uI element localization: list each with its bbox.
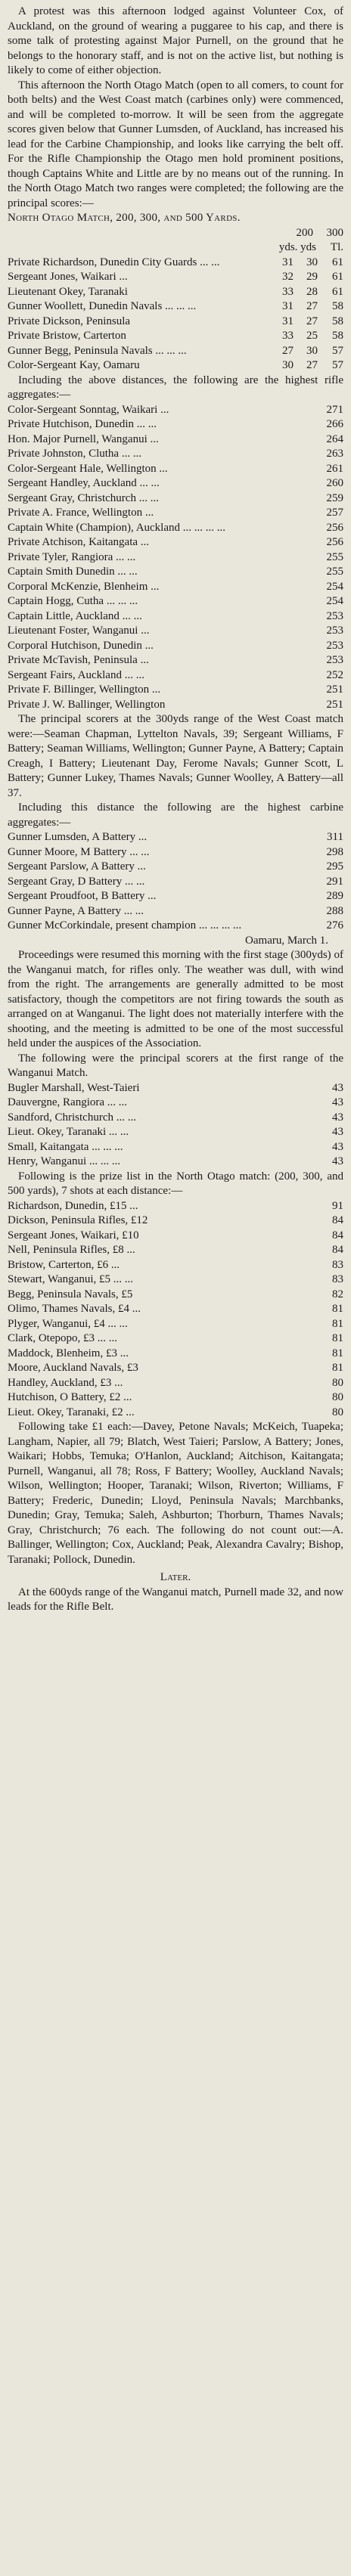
competitor-name: Lieutenant Foster, Wanganui ... bbox=[8, 625, 150, 637]
list-item bbox=[8, 1155, 343, 1170]
list-item bbox=[8, 506, 343, 521]
list-item bbox=[8, 535, 343, 550]
list-item bbox=[8, 1111, 343, 1126]
competitor-name: Moore, Auckland Navals, £3 bbox=[8, 1362, 138, 1374]
list-item bbox=[8, 1214, 343, 1229]
competitor-name: Private Atchison, Kaitangata ... bbox=[8, 536, 150, 548]
competitor-name: Gunner Woollett, Dunedin Navals ... ... ... bbox=[8, 300, 197, 312]
list-item bbox=[8, 565, 343, 580]
score-value: 81 bbox=[332, 1332, 343, 1344]
score-value: 81 bbox=[332, 1362, 343, 1374]
col-header-200: 200 bbox=[296, 226, 313, 239]
list-item bbox=[8, 904, 343, 919]
score-value: 259 bbox=[326, 491, 343, 504]
west-coast-paragraph: The principal scorers at the 300yds range of the West Coast match were:—Seaman Chapman, Lyttelton Navals, 39; Sergeant Williams, F Battery; Seaman Williams, Wellington; Gunner Payne, A Battery; Captain Creagh, I Battery; Lieutenant Day, Ferome Navals; Gunner Scott, L Battery; Gunner Lukey, Thames Navals; Gunner Woolley, A Battery—all 37. bbox=[8, 713, 343, 799]
list-item bbox=[8, 491, 343, 507]
competitor-name: Gunner Begg, Peninsula Navals ... ... ... bbox=[8, 344, 187, 357]
score-value: 80 bbox=[332, 1376, 343, 1389]
list-item bbox=[8, 1331, 343, 1347]
score-value: 91 bbox=[332, 1199, 343, 1212]
score-value: 255 bbox=[326, 566, 343, 578]
list-item bbox=[8, 1140, 343, 1155]
list-item bbox=[8, 1302, 343, 1317]
score-value: 83 bbox=[332, 1258, 343, 1271]
score-200: 31 bbox=[282, 256, 294, 268]
competitor-name: Henry, Wanganui ... ... ... bbox=[8, 1155, 121, 1167]
score-value: 81 bbox=[332, 1347, 343, 1359]
list-item bbox=[8, 668, 343, 684]
competitor-name: Corporal McKenzie, Blenheim ... bbox=[8, 580, 160, 593]
list-item bbox=[8, 875, 343, 890]
score-200: 27 bbox=[282, 344, 294, 357]
score-value: 251 bbox=[326, 684, 343, 696]
list-item bbox=[8, 1273, 343, 1288]
list-item bbox=[8, 1258, 343, 1273]
score-200: 32 bbox=[282, 271, 294, 283]
score-300: 30 bbox=[306, 344, 318, 357]
score-value: 261 bbox=[326, 462, 343, 475]
list-item bbox=[8, 1406, 343, 1421]
competitor-name: Sergeant Fairs, Auckland ... ... bbox=[8, 668, 144, 681]
score-value: 253 bbox=[326, 625, 343, 637]
score-value: 43 bbox=[332, 1096, 343, 1108]
list-item bbox=[8, 830, 343, 845]
list-item bbox=[8, 860, 343, 875]
competitor-name: Sergeant Jones, Waikari, £10 bbox=[8, 1229, 139, 1242]
score-value: 263 bbox=[326, 448, 343, 460]
competitor-name: Gunner Payne, A Battery ... ... bbox=[8, 904, 144, 917]
score-total: 57 bbox=[332, 359, 343, 371]
competitor-name: Private McTavish, Peninsula ... bbox=[8, 654, 149, 666]
table-row bbox=[8, 285, 343, 300]
list-item bbox=[8, 462, 343, 477]
competitor-name: Private F. Billinger, Wellington ... bbox=[8, 684, 161, 696]
prize-list-intro: Following is the prize list in the North Otago match: (200, 300, and 500 yards), 7 shots at each distance:— bbox=[8, 1170, 343, 1197]
list-item bbox=[8, 403, 343, 418]
competitor-name: Sergeant Jones, Waikari ... bbox=[8, 271, 128, 283]
list-item bbox=[8, 447, 343, 462]
competitor-name: Private Johnston, Clutha ... ... bbox=[8, 448, 142, 460]
score-value: 84 bbox=[332, 1244, 343, 1256]
competitor-name: Nell, Peninsula Rifles, £8 ... bbox=[8, 1244, 135, 1256]
score-200: 31 bbox=[282, 300, 294, 312]
list-item bbox=[8, 476, 343, 491]
competitor-name: Captain Smith Dunedin ... ... bbox=[8, 566, 138, 578]
competitor-name: Color-Sergeant Sonntag, Waikari ... bbox=[8, 403, 169, 416]
march-dateline: Oamaru, March 1. bbox=[245, 934, 328, 947]
competitor-name: Dauvergne, Rangiora ... ... bbox=[8, 1096, 128, 1108]
score-value: 43 bbox=[332, 1111, 343, 1124]
score-value: 81 bbox=[332, 1317, 343, 1330]
later-heading: Later. bbox=[160, 1571, 191, 1583]
competitor-name: Begg, Peninsula Navals, £5 bbox=[8, 1288, 133, 1300]
score-300: 27 bbox=[306, 315, 318, 327]
competitor-name: Sandford, Christchurch ... ... bbox=[8, 1111, 136, 1124]
rifle-aggregates-table bbox=[8, 403, 343, 713]
competitor-name: Bugler Marshall, West-Taieri bbox=[8, 1081, 140, 1094]
north-otago-title: North Otago Match, 200, 300, and 500 Yards. bbox=[8, 212, 241, 224]
carbine-aggregates-table bbox=[8, 830, 343, 934]
score-value: 253 bbox=[326, 654, 343, 666]
competitor-name: Private Dickson, Peninsula bbox=[8, 315, 131, 327]
list-item bbox=[8, 1376, 343, 1391]
competitor-name: Captain White (Champion), Auckland ... ... ... ... bbox=[8, 521, 226, 534]
score-value: 80 bbox=[332, 1391, 343, 1403]
list-item bbox=[8, 1390, 343, 1406]
list-item bbox=[8, 845, 343, 860]
competitor-name: Plyger, Wanganui, £4 ... ... bbox=[8, 1317, 128, 1330]
score-300: 25 bbox=[306, 330, 318, 342]
competitor-name: Captain Little, Auckland ... ... bbox=[8, 609, 142, 622]
list-item bbox=[8, 1288, 343, 1303]
competitor-name: Clark, Otepopo, £3 ... ... bbox=[8, 1332, 117, 1344]
north-otago-table bbox=[8, 256, 343, 374]
score-value: 251 bbox=[326, 698, 343, 711]
col-header-300: 300 bbox=[326, 226, 343, 239]
list-item bbox=[8, 698, 343, 713]
west-coast-note: Including this distance the following are the highest carbine aggregates:— bbox=[8, 801, 343, 829]
score-300: 28 bbox=[306, 285, 318, 298]
score-value: 82 bbox=[332, 1288, 343, 1300]
score-value: 254 bbox=[326, 595, 343, 607]
intro-paragraph-2: This afternoon the North Otago Match (open to all comers, to count for both belts) and the West Coast match (carbines only) were commenced, and will be completed to-morrow. It will be seen from the aggregate scores given below that Gunner Lumsden, of Auckland, has increased his lead for the Carbine Championship, and looks like carrying the belt off. For the Rifle Championship the Otago men hold prominent positions, though Captains White and Little are by no means out of the running. In the North Otago Match two ranges were completed; the following are the principal scores:— bbox=[8, 79, 343, 209]
competitor-name: Private Bristow, Carterton bbox=[8, 330, 126, 342]
table-row bbox=[8, 315, 343, 330]
competitor-name: Lieut. Okey, Taranaki, £2 ... bbox=[8, 1406, 135, 1418]
score-value: 254 bbox=[326, 580, 343, 593]
prize-list-tail: Following take £1 each:—Davey, Petone Navals; McKeich, Tuapeka; Langham, Napier, all 79; Blatch, West Taieri; Parslow, A Battery; Jones, Waikari; Hobbs, Temuka; O'Hanlon, Auckland; Aitchison, Kaitangata; Purnell, Wanganui, all 78; Ross, F Battery; Woolley, Auckland Navals; Wilson, Wellington; Hooper, Taranaki; Wilson, Riverton; Williams, F Battery; Frederic, Dunedin; Lloyd, Peninsula Navals; Marchbanks, Dunedin; Gray, Temuka; Saleh, Ashburton; Thorburn, Thames Navals; Gray, Christchurch; 76 each. The following do not count out:—A. Ballinger, Wellington; Cox, Auckland; Peak, Alexandra Cavalry; Bishop, Taranaki; Pollock, Dunedin. bbox=[8, 1421, 343, 1566]
table-row bbox=[8, 344, 343, 359]
score-value: 256 bbox=[326, 521, 343, 534]
north-otago-column-header-2 bbox=[8, 240, 343, 256]
score-value: 295 bbox=[326, 860, 343, 873]
list-item bbox=[8, 653, 343, 668]
competitor-name: Sergeant Proudfoot, B Battery ... bbox=[8, 890, 157, 902]
competitor-name: Color-Sergeant Hale, Wellington ... bbox=[8, 462, 168, 475]
score-value: 271 bbox=[326, 403, 343, 416]
competitor-name: Private Hutchison, Dunedin ... ... bbox=[8, 418, 157, 430]
competitor-name: Private Richardson, Dunedin City Guards ... ... bbox=[8, 256, 220, 268]
competitor-name: Private A. France, Wellington ... bbox=[8, 507, 154, 519]
competitor-name: Gunner Moore, M Battery ... ... bbox=[8, 845, 150, 858]
competitor-name: Small, Kaitangata ... ... ... bbox=[8, 1140, 123, 1153]
competitor-name: Olimo, Thames Navals, £4 ... bbox=[8, 1303, 141, 1315]
competitor-name: Sergeant Handley, Auckland ... ... bbox=[8, 477, 160, 489]
score-value: 43 bbox=[332, 1081, 343, 1094]
score-value: 84 bbox=[332, 1214, 343, 1226]
score-total: 61 bbox=[332, 271, 343, 283]
competitor-name: Stewart, Wanganui, £5 ... ... bbox=[8, 1273, 133, 1285]
score-200: 30 bbox=[282, 359, 294, 371]
competitor-name: Private J. W. Ballinger, Wellington bbox=[8, 698, 166, 711]
later-paragraph: At the 600yds range of the Wanganui match, Purnell made 32, and now leads for the Rifle Belt. bbox=[8, 1586, 343, 1613]
score-200: 31 bbox=[282, 315, 294, 327]
competitor-name: Gunner McCorkindale, present champion ... ... ... ... bbox=[8, 919, 242, 932]
score-value: 81 bbox=[332, 1303, 343, 1315]
score-total: 57 bbox=[332, 344, 343, 357]
list-item bbox=[8, 1317, 343, 1332]
competitor-name: Sergeant Gray, Christchurch ... ... bbox=[8, 491, 159, 504]
score-value: 256 bbox=[326, 536, 343, 548]
list-item bbox=[8, 1229, 343, 1244]
score-value: 264 bbox=[326, 432, 343, 445]
score-value: 43 bbox=[332, 1140, 343, 1153]
competitor-name: Richardson, Dunedin, £15 ... bbox=[8, 1199, 138, 1212]
score-value: 83 bbox=[332, 1273, 343, 1285]
table-row bbox=[8, 256, 343, 271]
score-300: 27 bbox=[306, 359, 318, 371]
prize-list-table bbox=[8, 1199, 343, 1421]
march-paragraph-2: The following were the principal scorers at the first range of the Wanganui Match. bbox=[8, 1052, 343, 1079]
list-item bbox=[8, 639, 343, 654]
score-total: 61 bbox=[332, 256, 343, 268]
list-item bbox=[8, 580, 343, 595]
score-value: 311 bbox=[327, 831, 343, 843]
competitor-name: Lieutenant Okey, Taranaki bbox=[8, 285, 128, 298]
competitor-name: Hutchison, O Battery, £2 ... bbox=[8, 1391, 132, 1403]
score-value: 291 bbox=[326, 875, 343, 888]
table-row bbox=[8, 299, 343, 315]
list-item bbox=[8, 919, 343, 934]
score-value: 43 bbox=[332, 1155, 343, 1167]
competitor-name: Corporal Hutchison, Dunedin ... bbox=[8, 639, 154, 652]
score-value: 253 bbox=[326, 609, 343, 622]
score-200: 33 bbox=[282, 285, 294, 298]
score-value: 80 bbox=[332, 1406, 343, 1418]
competitor-name: Sergeant Gray, D Battery ... ... bbox=[8, 875, 145, 888]
competitor-name: Maddock, Blenheim, £3 ... bbox=[8, 1347, 129, 1359]
competitor-name: Lieut. Okey, Taranaki ... ... bbox=[8, 1126, 129, 1138]
list-item bbox=[8, 1361, 343, 1376]
list-item bbox=[8, 594, 343, 609]
competitor-name: Sergeant Parslow, A Battery ... bbox=[8, 860, 146, 873]
score-value: 266 bbox=[326, 418, 343, 430]
score-value: 84 bbox=[332, 1229, 343, 1242]
score-value: 253 bbox=[326, 639, 343, 652]
score-300: 30 bbox=[306, 256, 318, 268]
competitor-name: Handley, Auckland, £3 ... bbox=[8, 1376, 123, 1389]
score-value: 288 bbox=[326, 904, 343, 917]
score-total: 58 bbox=[332, 300, 343, 312]
score-300: 27 bbox=[306, 300, 318, 312]
score-200: 33 bbox=[282, 330, 294, 342]
score-total: 61 bbox=[332, 285, 343, 298]
score-value: 255 bbox=[326, 550, 343, 563]
competitor-name: Private Tyler, Rangiora ... ... bbox=[8, 550, 136, 563]
score-value: 43 bbox=[332, 1126, 343, 1138]
wanganui-scores-table bbox=[8, 1081, 343, 1170]
north-otago-column-header bbox=[8, 226, 343, 241]
list-item bbox=[8, 432, 343, 448]
list-item bbox=[8, 1096, 343, 1111]
list-item bbox=[8, 1347, 343, 1362]
score-total: 58 bbox=[332, 315, 343, 327]
list-item bbox=[8, 1125, 343, 1140]
competitor-name: Dickson, Peninsula Rifles, £12 bbox=[8, 1214, 148, 1226]
list-item bbox=[8, 889, 343, 904]
table-row bbox=[8, 358, 343, 374]
competitor-name: Color-Sergeant Kay, Oamaru bbox=[8, 359, 140, 371]
competitor-name: Gunner Lumsden, A Battery ... bbox=[8, 831, 148, 843]
score-value: 289 bbox=[326, 890, 343, 902]
list-item bbox=[8, 1081, 343, 1096]
intro-paragraph-1: A protest was this afternoon lodged against Volunteer Cox, of Auckland, on the ground of wearing a puggaree to his cap, and there is some talk of protesting against Major Purnell, on the ground that he belongs to the honorary staff, and is not on the active list, but nothing is likely to come of either objection. bbox=[8, 5, 343, 76]
competitor-name: Captain Hogg, Cutha ... ... ... bbox=[8, 595, 138, 607]
score-value: 276 bbox=[326, 919, 343, 932]
col-header-yds: yds. yds bbox=[278, 241, 316, 253]
score-value: 252 bbox=[326, 668, 343, 681]
list-item bbox=[8, 683, 343, 698]
col-header-total: Tl. bbox=[330, 241, 343, 253]
score-total: 58 bbox=[332, 330, 343, 342]
list-item bbox=[8, 1243, 343, 1258]
competitor-name: Bristow, Carterton, £6 ... bbox=[8, 1258, 120, 1271]
table-row bbox=[8, 270, 343, 285]
score-value: 298 bbox=[326, 845, 343, 858]
list-item bbox=[8, 521, 343, 536]
competitor-name: Hon. Major Purnell, Wanganui ... bbox=[8, 432, 159, 445]
table-row bbox=[8, 329, 343, 344]
north-otago-note: Including the above distances, the following are the highest rifle aggregates:— bbox=[8, 374, 343, 401]
list-item bbox=[8, 624, 343, 639]
list-item bbox=[8, 417, 343, 432]
list-item bbox=[8, 1199, 343, 1214]
score-value: 260 bbox=[326, 477, 343, 489]
march-paragraph-1: Proceedings were resumed this morning with the first stage (300yds) of the Wanganui match, for rifles only. The weather was dull, with wind from the right. The arrangements are generally admitted to be most satisfactory, though the competitors are not firing towards the south as arranged on at Wanganui. The light does not materially interfere with the shooting, and the meeting is admitted to be one of the most successful held under the auspices of the Association. bbox=[8, 949, 343, 1049]
score-value: 257 bbox=[326, 507, 343, 519]
list-item bbox=[8, 609, 343, 625]
score-300: 29 bbox=[306, 271, 318, 283]
list-item bbox=[8, 550, 343, 566]
